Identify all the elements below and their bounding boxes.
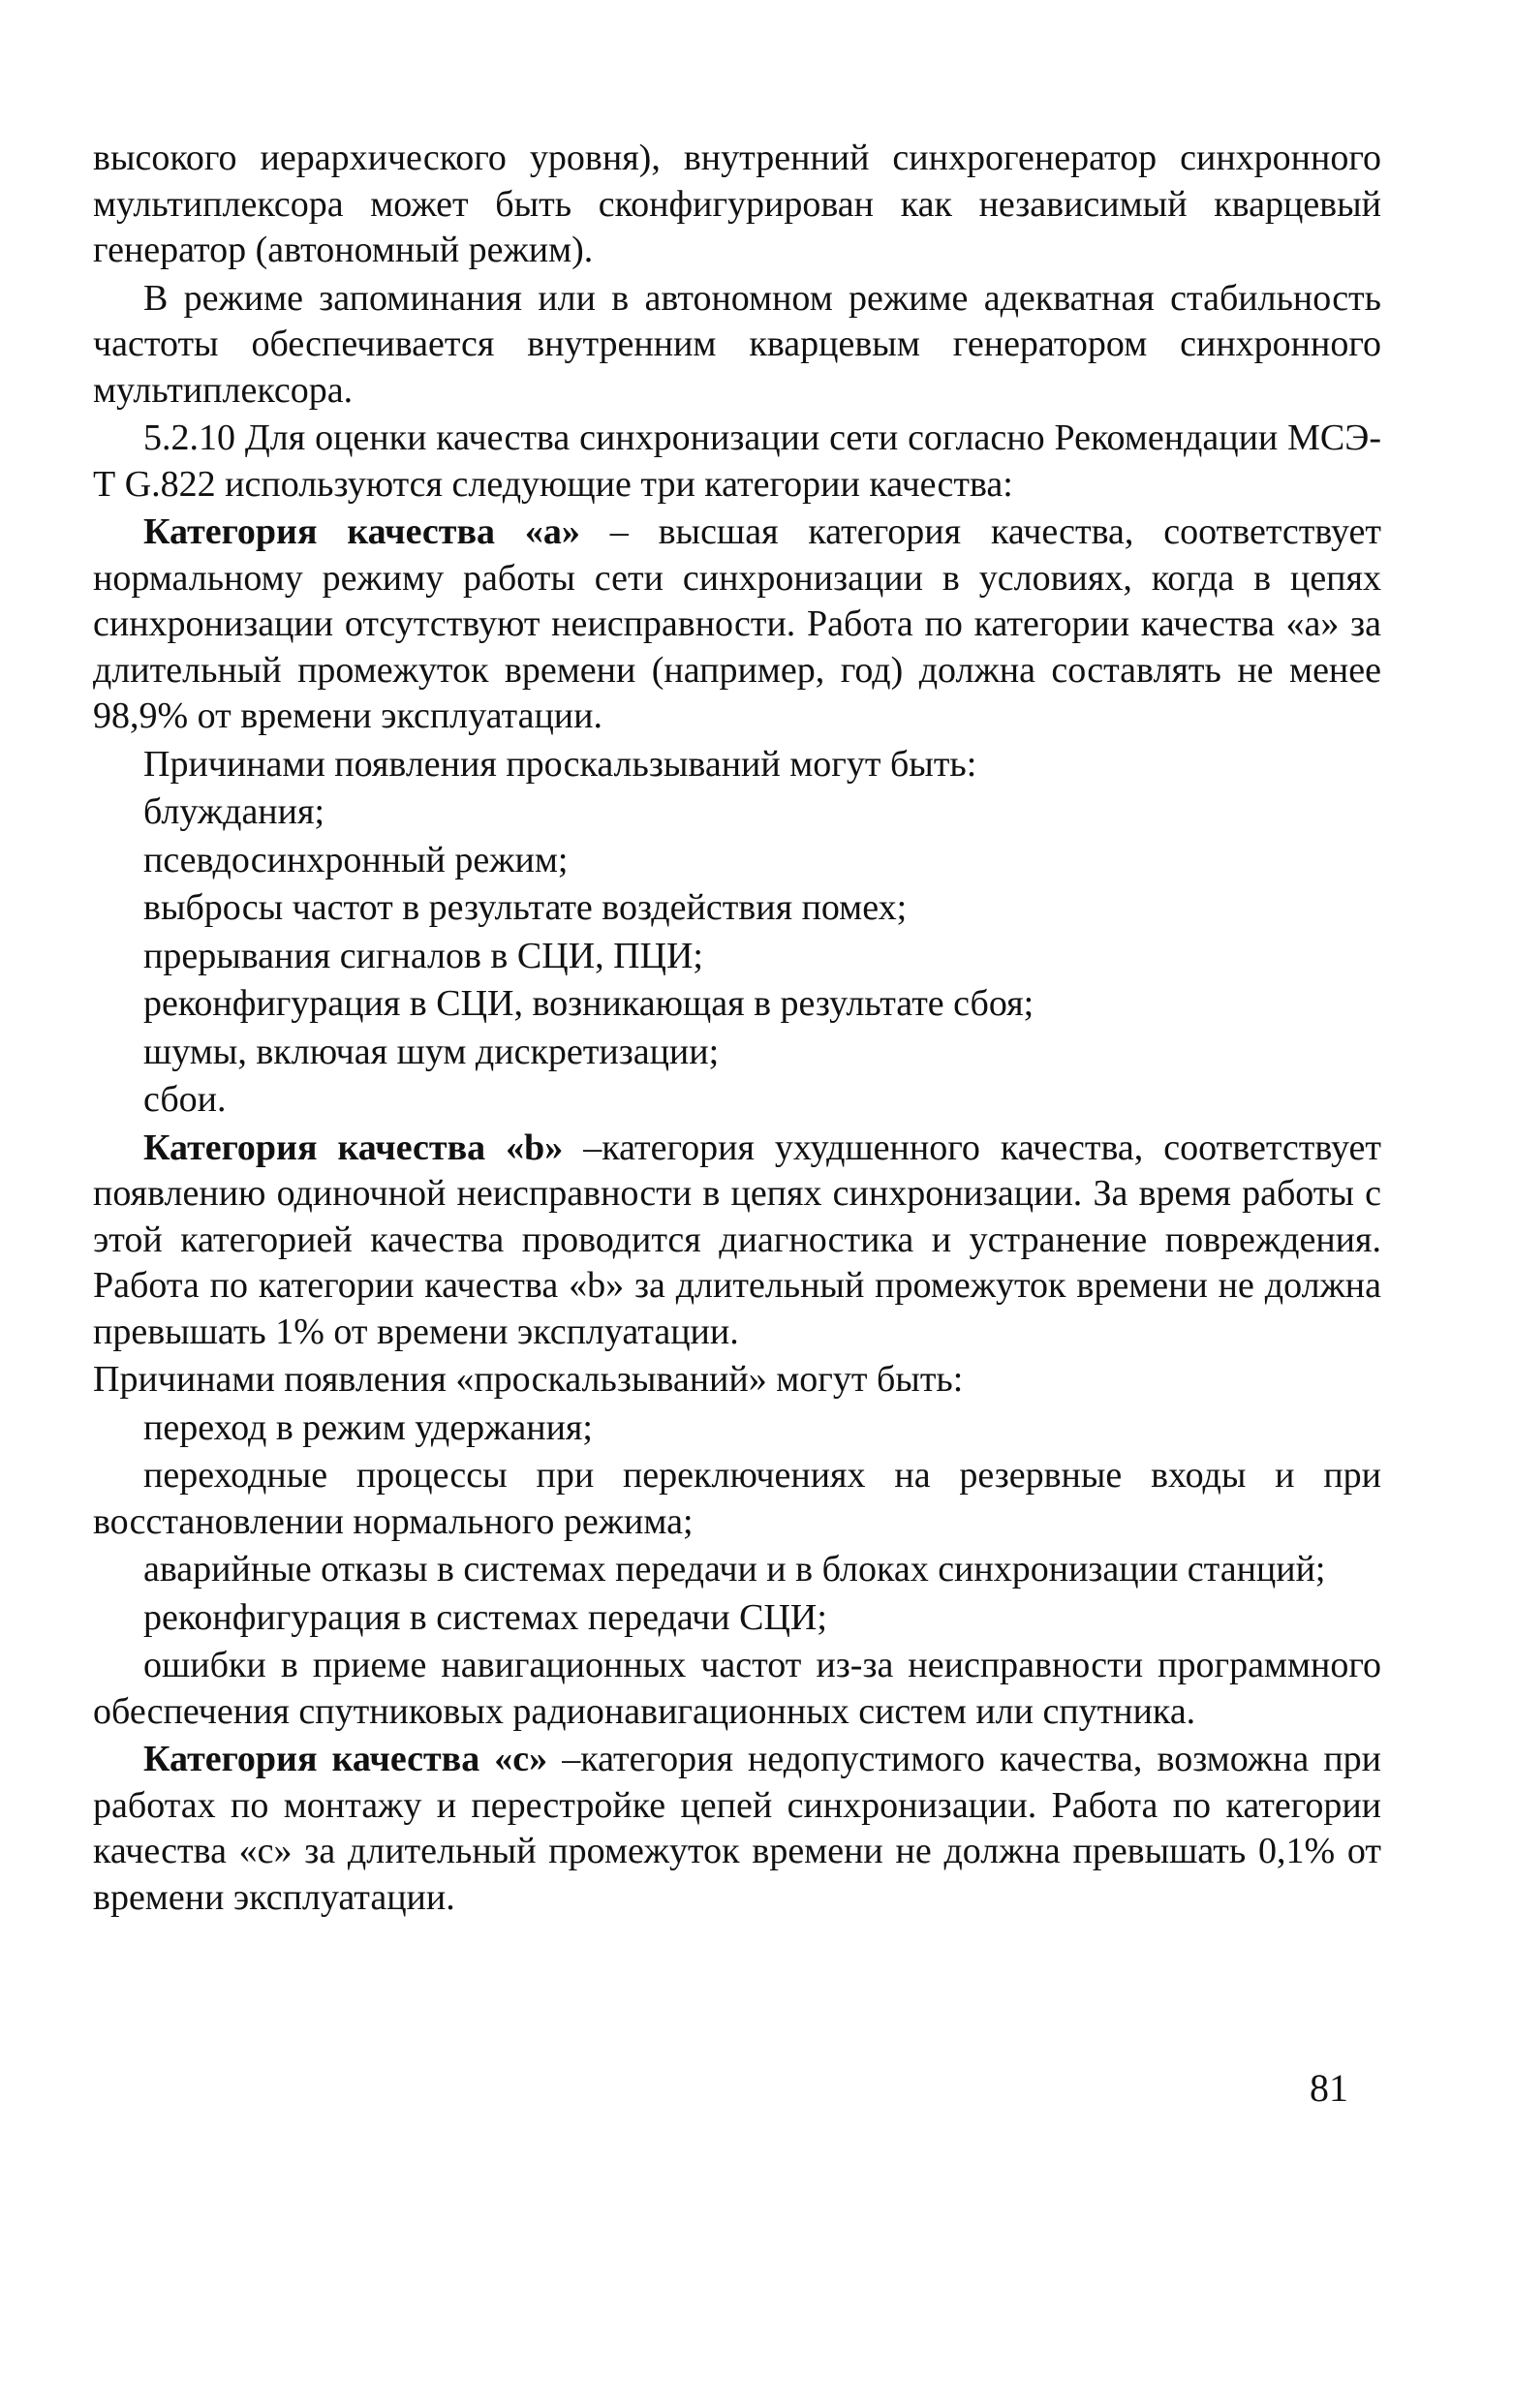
- list-item: переходные процессы при переключениях на резервные входы и при восстановлении нормального режима;: [93, 1455, 1381, 1542]
- causes-a-intro: Причинами появления проскальзываний могут быть:: [143, 743, 977, 785]
- list-item: прерывания сигналов в СЦИ, ПЦИ;: [143, 935, 703, 976]
- list-item: шумы, включая шум дискретизации;: [143, 1031, 720, 1072]
- list-item: псевдосинхронный режим;: [143, 839, 569, 880]
- list-item: реконфигурация в СЦИ, возникающая в результате сбоя;: [143, 983, 1034, 1024]
- paragraph-section-5-2-10: 5.2.10 Для оценки качества синхронизации сети согласно Рекомендации МСЭ-Т G.822 используются следующие три категории качества:: [93, 417, 1381, 505]
- paragraph-category-c: [93, 1737, 1381, 1921]
- paragraph-category-b: [93, 1126, 1381, 1356]
- list-item: ошибки в приеме навигационных частот из-за неисправности программного обеспечения спутниковых радионавигационных систем или спутника.: [93, 1645, 1381, 1732]
- category-a-label: Категория качества «а»: [143, 511, 580, 552]
- list-item: сбои.: [143, 1079, 227, 1120]
- list-item: выбросы частот в результате воздействия помех;: [143, 887, 908, 928]
- list-item: аварийные отказы в системах передачи и в блоках синхронизации станций;: [143, 1549, 1326, 1590]
- list-item: блуждания;: [143, 791, 325, 832]
- category-b-label: Категория качества «b»: [143, 1127, 564, 1168]
- list-item: реконфигурация в системах передачи СЦИ;: [143, 1596, 827, 1638]
- category-c-text: –категория недопустимого качества, возможна при работах по монтажу и перестройке цепей синхронизации. Работа по категории качества «c» за длительный промежуток времени не должна превышать 0,1% от времени эксплуатации.: [93, 1739, 1381, 1918]
- page-number: 81: [1310, 2066, 1348, 2110]
- category-a-text: – высшая категория качества, соответствует нормальному режиму работы сети синхронизации в условиях, когда в цепях синхронизации отсутствуют неисправности. Работа по категории качества «а» за длительный промежуток времени (например, год) должна составлять не менее 98,9% от времени эксплуатации.: [93, 511, 1381, 736]
- category-c-label: Категория качества «c»: [143, 1739, 548, 1779]
- paragraph-memory-mode: В режиме запоминания или в автономном режиме адекватная стабильность частоты обеспечивается внутренним кварцевым генератором синхронного мультиплексора.: [93, 277, 1381, 411]
- category-b-text: –категория ухудшенного качества, соответствует появлению одиночной неисправности в цепях синхронизации. За время работы с этой категорией качества проводится диагностика и устранение повреждения. Работа по категории качества «b» за длительный промежуток времени не должна превышать 1% от времени эксплуатации.: [93, 1127, 1381, 1352]
- paragraph-category-a: [93, 509, 1381, 740]
- page-body: [93, 136, 1381, 1923]
- list-item: переход в режим удержания;: [143, 1406, 593, 1448]
- paragraph-continuation: высокого иерархического уровня), внутренний синхрогенератор синхронного мультиплексора может быть сконфигурирован как независимый кварцевый генератор (автономный режим).: [93, 138, 1381, 270]
- causes-b-intro: Причинами появления «проскальзываний» могут быть:: [93, 1359, 964, 1400]
